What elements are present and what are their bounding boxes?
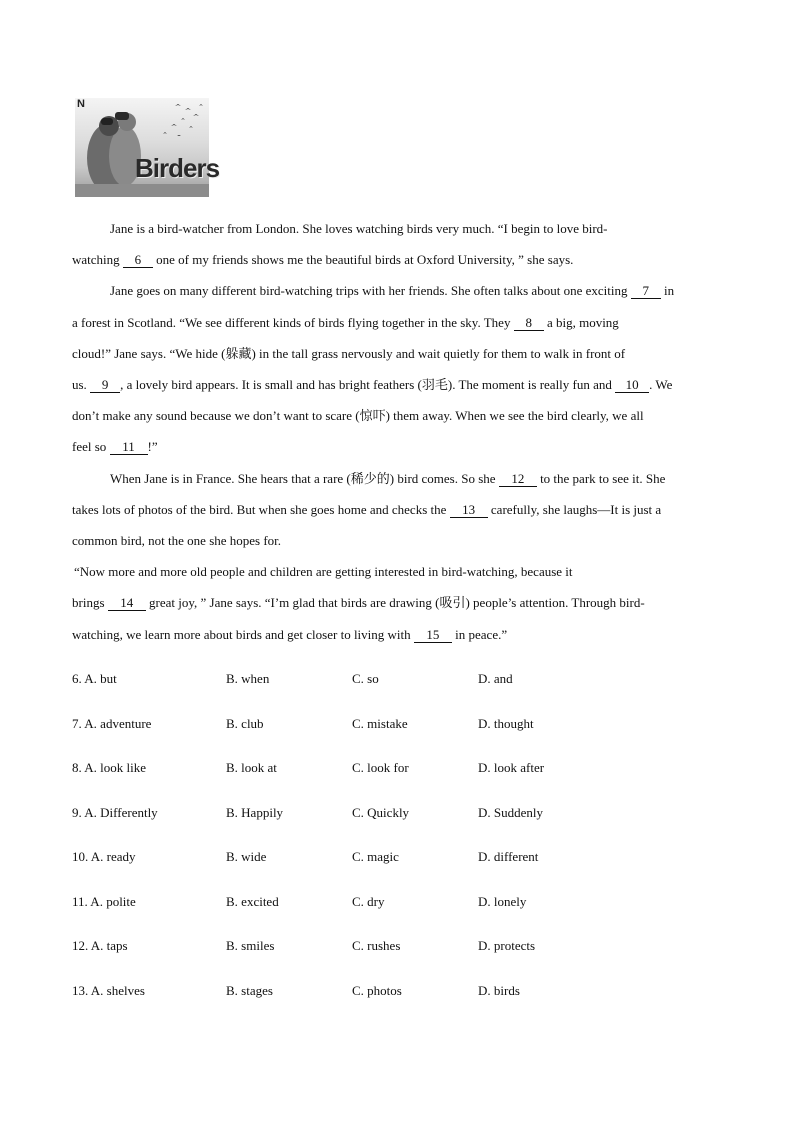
blank-6[interactable]: 6 bbox=[123, 253, 153, 268]
passage-line: don’t make any sound because we don’t want to scare (惊吓) them away. When we see the bird clearly, we all bbox=[72, 408, 644, 423]
blank-15[interactable]: 15 bbox=[414, 628, 452, 643]
image-title: Birders bbox=[135, 153, 220, 183]
option-d[interactable]: D. thought bbox=[478, 716, 534, 731]
option-a[interactable]: 12. A. taps bbox=[72, 938, 128, 953]
option-c[interactable]: C. Quickly bbox=[352, 805, 410, 820]
option-d[interactable]: D. birds bbox=[478, 983, 520, 998]
image-letter: N bbox=[77, 98, 85, 110]
option-d[interactable]: D. Suddenly bbox=[478, 805, 543, 820]
option-b[interactable]: B. excited bbox=[226, 894, 279, 909]
blank-8[interactable]: 8 bbox=[514, 316, 544, 331]
blank-11[interactable]: 11 bbox=[110, 440, 148, 455]
passage-line: watching 6 one of my friends shows me the beautiful birds at Oxford University, ” she says. bbox=[72, 252, 574, 267]
birders-image bbox=[75, 98, 220, 197]
passage-line: Jane is a bird-watcher from London. She loves watching birds very much. “I begin to love bird- bbox=[110, 221, 608, 236]
option-a[interactable]: 6. A. but bbox=[72, 671, 117, 686]
blank-9[interactable]: 9 bbox=[90, 378, 120, 393]
passage-line: us. 9 , a lovely bird appears. It is small and has bright feathers (羽毛). The moment is really fun and 10 . We bbox=[72, 377, 673, 392]
option-b[interactable]: B. smiles bbox=[226, 938, 275, 953]
option-a[interactable]: 11. A. polite bbox=[72, 894, 136, 909]
option-a[interactable]: 10. A. ready bbox=[72, 849, 136, 864]
option-c[interactable]: C. rushes bbox=[352, 938, 401, 953]
option-c[interactable]: C. so bbox=[352, 671, 379, 686]
option-b[interactable]: B. when bbox=[226, 671, 270, 686]
option-a[interactable]: 8. A. look like bbox=[72, 760, 147, 775]
option-b[interactable]: B. wide bbox=[226, 849, 267, 864]
option-c[interactable]: C. magic bbox=[352, 849, 399, 864]
passage-line: a forest in Scotland. “We see different kinds of birds flying together in the sky. They 8 a big, moving bbox=[72, 315, 619, 330]
passage-line: takes lots of photos of the bird. But when she goes home and checks the 13 carefully, she laughs—It is just a bbox=[72, 502, 662, 517]
passage-line: brings 14 great joy, ” Jane says. “I’m glad that birds are drawing (吸引) people’s attention. Through bird- bbox=[72, 595, 645, 610]
blank-7[interactable]: 7 bbox=[631, 284, 661, 299]
passage-line: When Jane is in France. She hears that a rare (稀少的) bird comes. So she 12 to the park to see it. She bbox=[110, 471, 666, 486]
option-d[interactable]: D. and bbox=[478, 671, 513, 686]
passage-line: Jane goes on many different bird-watching trips with her friends. She often talks about one exciting 7 in bbox=[110, 283, 675, 298]
passage-line: common bird, not the one she hopes for. bbox=[72, 533, 282, 548]
option-b[interactable]: B. look at bbox=[226, 760, 277, 775]
option-d[interactable]: D. look after bbox=[478, 760, 545, 775]
passage-line: feel so 11 !” bbox=[72, 439, 158, 454]
option-c[interactable]: C. photos bbox=[352, 983, 402, 998]
blank-14[interactable]: 14 bbox=[108, 596, 146, 611]
option-d[interactable]: D. lonely bbox=[478, 894, 527, 909]
blank-10[interactable]: 10 bbox=[615, 378, 649, 393]
option-d[interactable]: D. protects bbox=[478, 938, 536, 953]
option-b[interactable]: B. Happily bbox=[226, 805, 284, 820]
passage-line: watching, we learn more about birds and get closer to living with 15 in peace.” bbox=[72, 627, 508, 642]
option-d[interactable]: D. different bbox=[478, 849, 539, 864]
blank-12[interactable]: 12 bbox=[499, 472, 537, 487]
option-b[interactable]: B. stages bbox=[226, 983, 273, 998]
option-c[interactable]: C. mistake bbox=[352, 716, 408, 731]
option-c[interactable]: C. look for bbox=[352, 760, 409, 775]
option-a[interactable]: 9. A. Differently bbox=[72, 805, 158, 820]
option-b[interactable]: B. club bbox=[226, 716, 264, 731]
option-c[interactable]: C. dry bbox=[352, 894, 385, 909]
option-a[interactable]: 7. A. adventure bbox=[72, 716, 152, 731]
option-a[interactable]: 13. A. shelves bbox=[72, 983, 145, 998]
passage-line: “Now more and more old people and children are getting interested in bird-watching, because it bbox=[74, 564, 573, 579]
blank-13[interactable]: 13 bbox=[450, 503, 488, 518]
passage-line: cloud!” Jane says. “We hide (躲藏) in the tall grass nervously and wait quietly for them to walk in front of bbox=[72, 346, 626, 361]
